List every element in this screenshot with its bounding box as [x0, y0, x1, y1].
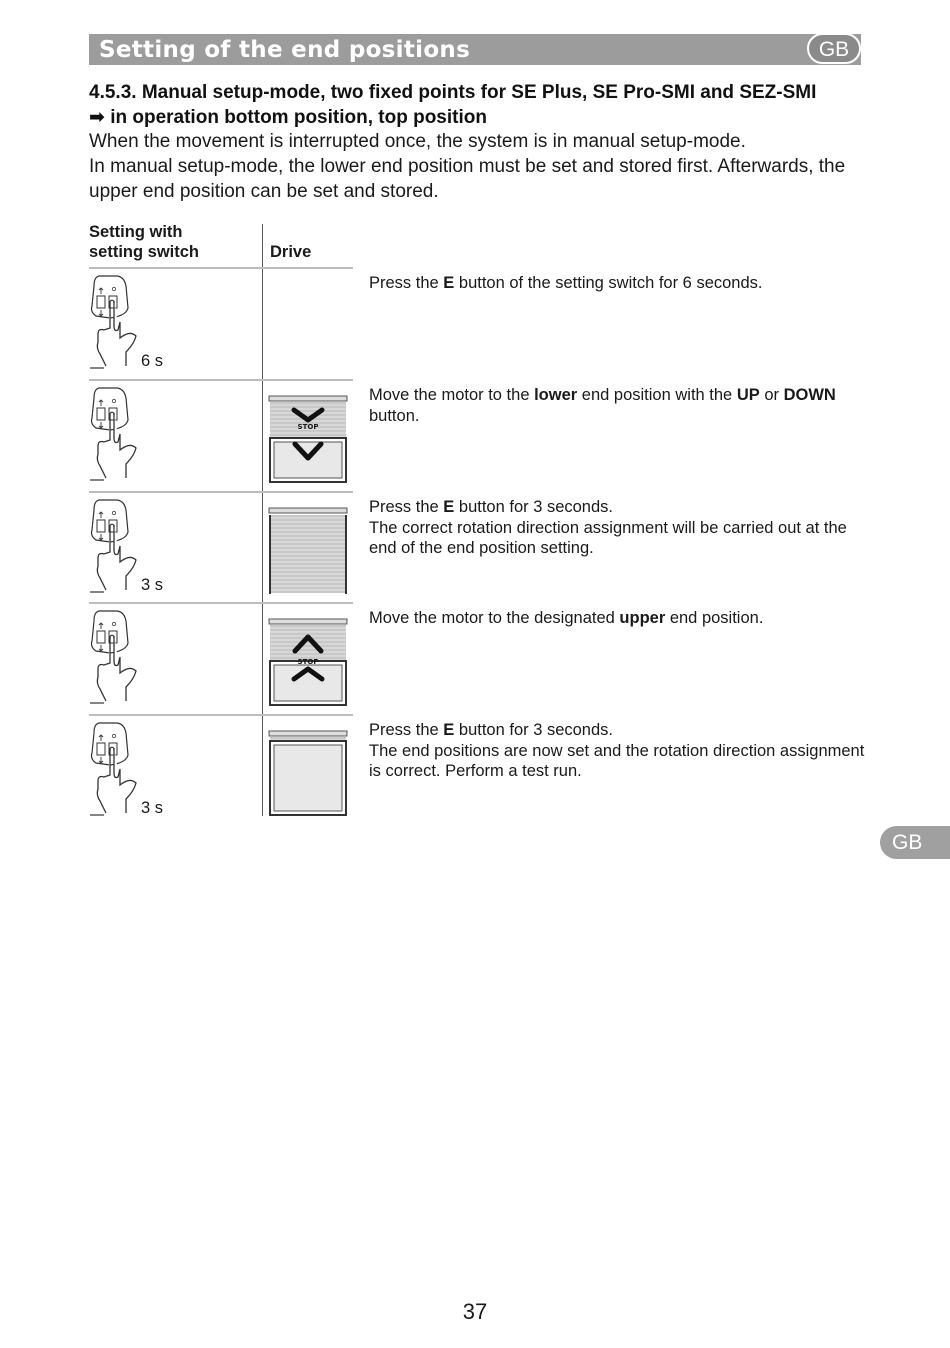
instruction-text: end position with the: [577, 386, 737, 404]
stop-label: STOP: [297, 658, 319, 666]
step-instruction: [369, 385, 869, 426]
instruction-keyword: lower: [534, 386, 578, 404]
setting-switch-hand-icon: [86, 496, 142, 594]
instruction-keyword: E: [443, 274, 455, 292]
instruction-text: Move the motor to the designated: [369, 609, 620, 627]
instruction-text: button for 3 seconds.: [454, 721, 613, 739]
instruction-text: or: [759, 386, 784, 404]
heading-line-2: [89, 105, 879, 130]
column-header-setting-switch: [89, 222, 199, 262]
column-header-line-2: setting switch: [89, 243, 200, 261]
duration-label: 3 s: [141, 799, 164, 817]
drive-shutter-down-icon: [268, 394, 348, 484]
intro-paragraph-2: In manual setup-mode, the lower end position must be set and stored first. Afterwards, the upper end position can be set and stored.: [89, 156, 846, 202]
row-rule: [89, 379, 353, 381]
intro-paragraph-1: When the movement is interrupted once, the system is in manual setup-mode.: [89, 131, 746, 152]
drive-shutter-closed-icon: [268, 506, 348, 596]
arrow-right-icon: ➡: [89, 107, 105, 128]
setting-switch-hand-icon: [86, 719, 142, 817]
duration-label: 3 s: [141, 576, 164, 594]
heading-line-2-text: in operation bottom position, top position: [110, 107, 487, 128]
instruction-text: button for 3 seconds.: [454, 498, 613, 516]
header-rule: [89, 267, 353, 269]
subsection-heading: [89, 80, 879, 130]
intro-text: [89, 129, 879, 204]
instruction-keyword: UP: [736, 386, 760, 404]
drive-shutter-open-icon: [268, 729, 348, 819]
instruction-text: The correct rotation direction assignment will be carried out at the end of the end position setting.: [369, 518, 847, 557]
step-instruction: [369, 608, 869, 629]
instruction-text: button.: [369, 406, 420, 425]
duration-label: 6 s: [141, 352, 164, 370]
instruction-text: button of the setting switch for 6 seconds.: [454, 274, 763, 292]
row-rule: [89, 602, 353, 604]
stop-label: STOP: [297, 423, 319, 431]
instruction-keyword: E: [443, 498, 455, 516]
instruction-text: end position.: [665, 609, 764, 627]
instruction-text: Press the: [369, 721, 444, 739]
step-instruction: [369, 273, 869, 294]
row-rule: [89, 491, 353, 493]
column-divider: [262, 224, 263, 816]
page-number: 37: [462, 1299, 488, 1324]
drive-shutter-up-icon: [268, 617, 348, 707]
instruction-text: Move the motor to the: [369, 386, 535, 404]
instruction-text: Press the: [369, 498, 444, 516]
language-badge: GB: [807, 33, 861, 64]
heading-line-1: 4.5.3. Manual setup-mode, two fixed points for SE Plus, SE Pro-SMI and SEZ-SMI: [89, 82, 817, 103]
column-header-drive: Drive: [270, 243, 312, 261]
instruction-text: The end positions are now set and the rotation direction assignment is correct. Perform a test run.: [369, 741, 865, 780]
setting-switch-hand-icon: [86, 607, 142, 705]
language-side-tab: GB: [880, 826, 950, 859]
section-header-bar: [89, 34, 861, 65]
instruction-keyword: DOWN: [783, 386, 836, 404]
setting-switch-hand-icon: [86, 272, 142, 370]
setting-switch-hand-icon: [86, 384, 142, 482]
instruction-keyword: upper: [619, 609, 666, 627]
step-instruction: [369, 720, 869, 782]
section-title: Setting of the end positions: [99, 37, 471, 63]
step-instruction: [369, 497, 869, 559]
column-header-line-1: Setting with: [89, 223, 183, 241]
instruction-keyword: E: [443, 721, 455, 739]
instruction-text: Press the: [369, 274, 444, 292]
row-rule: [89, 714, 353, 716]
